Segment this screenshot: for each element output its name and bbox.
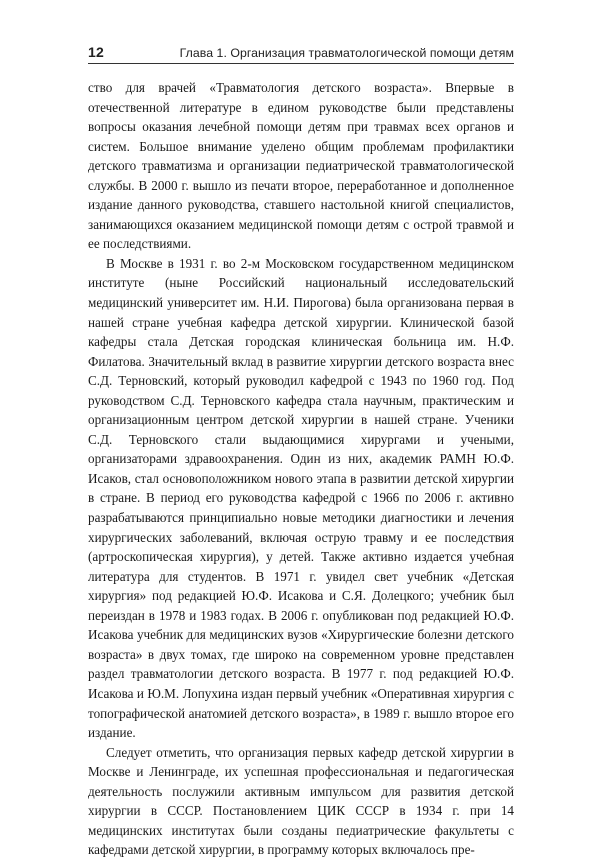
running-title: Глава 1. Организация травматологической помощи детям <box>179 46 514 60</box>
paragraph-ussr-development: Следует отметить, что организация первых кафедр детской хирургии в Москве и Ленинграде, их успешная профессиональная и педагогическая деятельность послужили активным импульсом для развития детской хирургии в СССР. Постановлением ЦИК СССР в 1934 г. при 14 медицинских институтах были созданы педиатрические факультеты с кафедрами детской хирургии, в программу которых включалось пре- <box>88 744 514 858</box>
page-number: 12 <box>88 44 104 60</box>
book-page <box>88 44 514 860</box>
paragraph-moscow-history: В Москве в 1931 г. во 2-м Московском государственном медицинском институте (ныне Российский национальный исследовательский медицинский университет им. Н.И. Пирогова) была организована первая в нашей стране учебная кафедра детской хирургии. Клинической базой кафедры стала Детская городская клиническая больница им. Н.Ф. Филатова. Значительный вклад в развитие хирургии детского возраста внес С.Д. Терновский, который руководил кафедрой с 1943 по 1960 год. Под руководством С.Д. Терновского кафедра стала научным, практическим и организационным центром детской хирургии в нашей стране. Ученики С.Д. Терновского стали выдающимися хирургами и учеными, организаторами здравоохранения. Один из них, академик РАМН Ю.Ф. Исаков, стал основоположником нового этапа в развитии детской хирургии в стране. В период его руководства кафедрой с 1966 по 2006 г. активно разрабатываются принципиально новые методики диагностики и лечения хирургических заболеваний, включая острую травму и ее последствия (артроскопическая хирургия), у детей. Также активно издается учебная литература для студентов. В 1971 г. увидел свет учебник «Детская хирургия» под редакцией Ю.Ф. Исакова и С.Я. Долецкого; учебник был переиздан в 1978 и 1983 годах. В 2006 г. опубликован под редакцией Ю.Ф. Исакова учебник для медицинских вузов «Хирургические болезни детского возраста» в двух томах, где широко на современном уровне представлен раздел травматологии детского возраста. В 1977 г. под редакцией Ю.Ф. Исакова и Ю.М. Лопухина издан первый учебник «Оперативная хирургия с топографической анатомией детского возраста», в 1989 г. вышло второе его издание. <box>88 255 514 741</box>
page-header <box>88 44 514 64</box>
paragraph-continuation: ство для врачей «Травматология детского возраста». Впервые в отечественной литературе в едином руководстве были представлены вопросы оказания лечебной помощи детям при травмах всех органов и систем. Большое внимание уделено общим проблемам профилактики детского травматизма и организации педиатрической травматологической службы. В 2000 г. вышло из печати второе, переработанное и дополненное издание данного руководства, ставшего настольной книгой специалистов, занимающихся оказанием медицинской помощи детям с острой травмой и ее последствиями. <box>88 80 514 252</box>
body-text <box>88 78 514 860</box>
